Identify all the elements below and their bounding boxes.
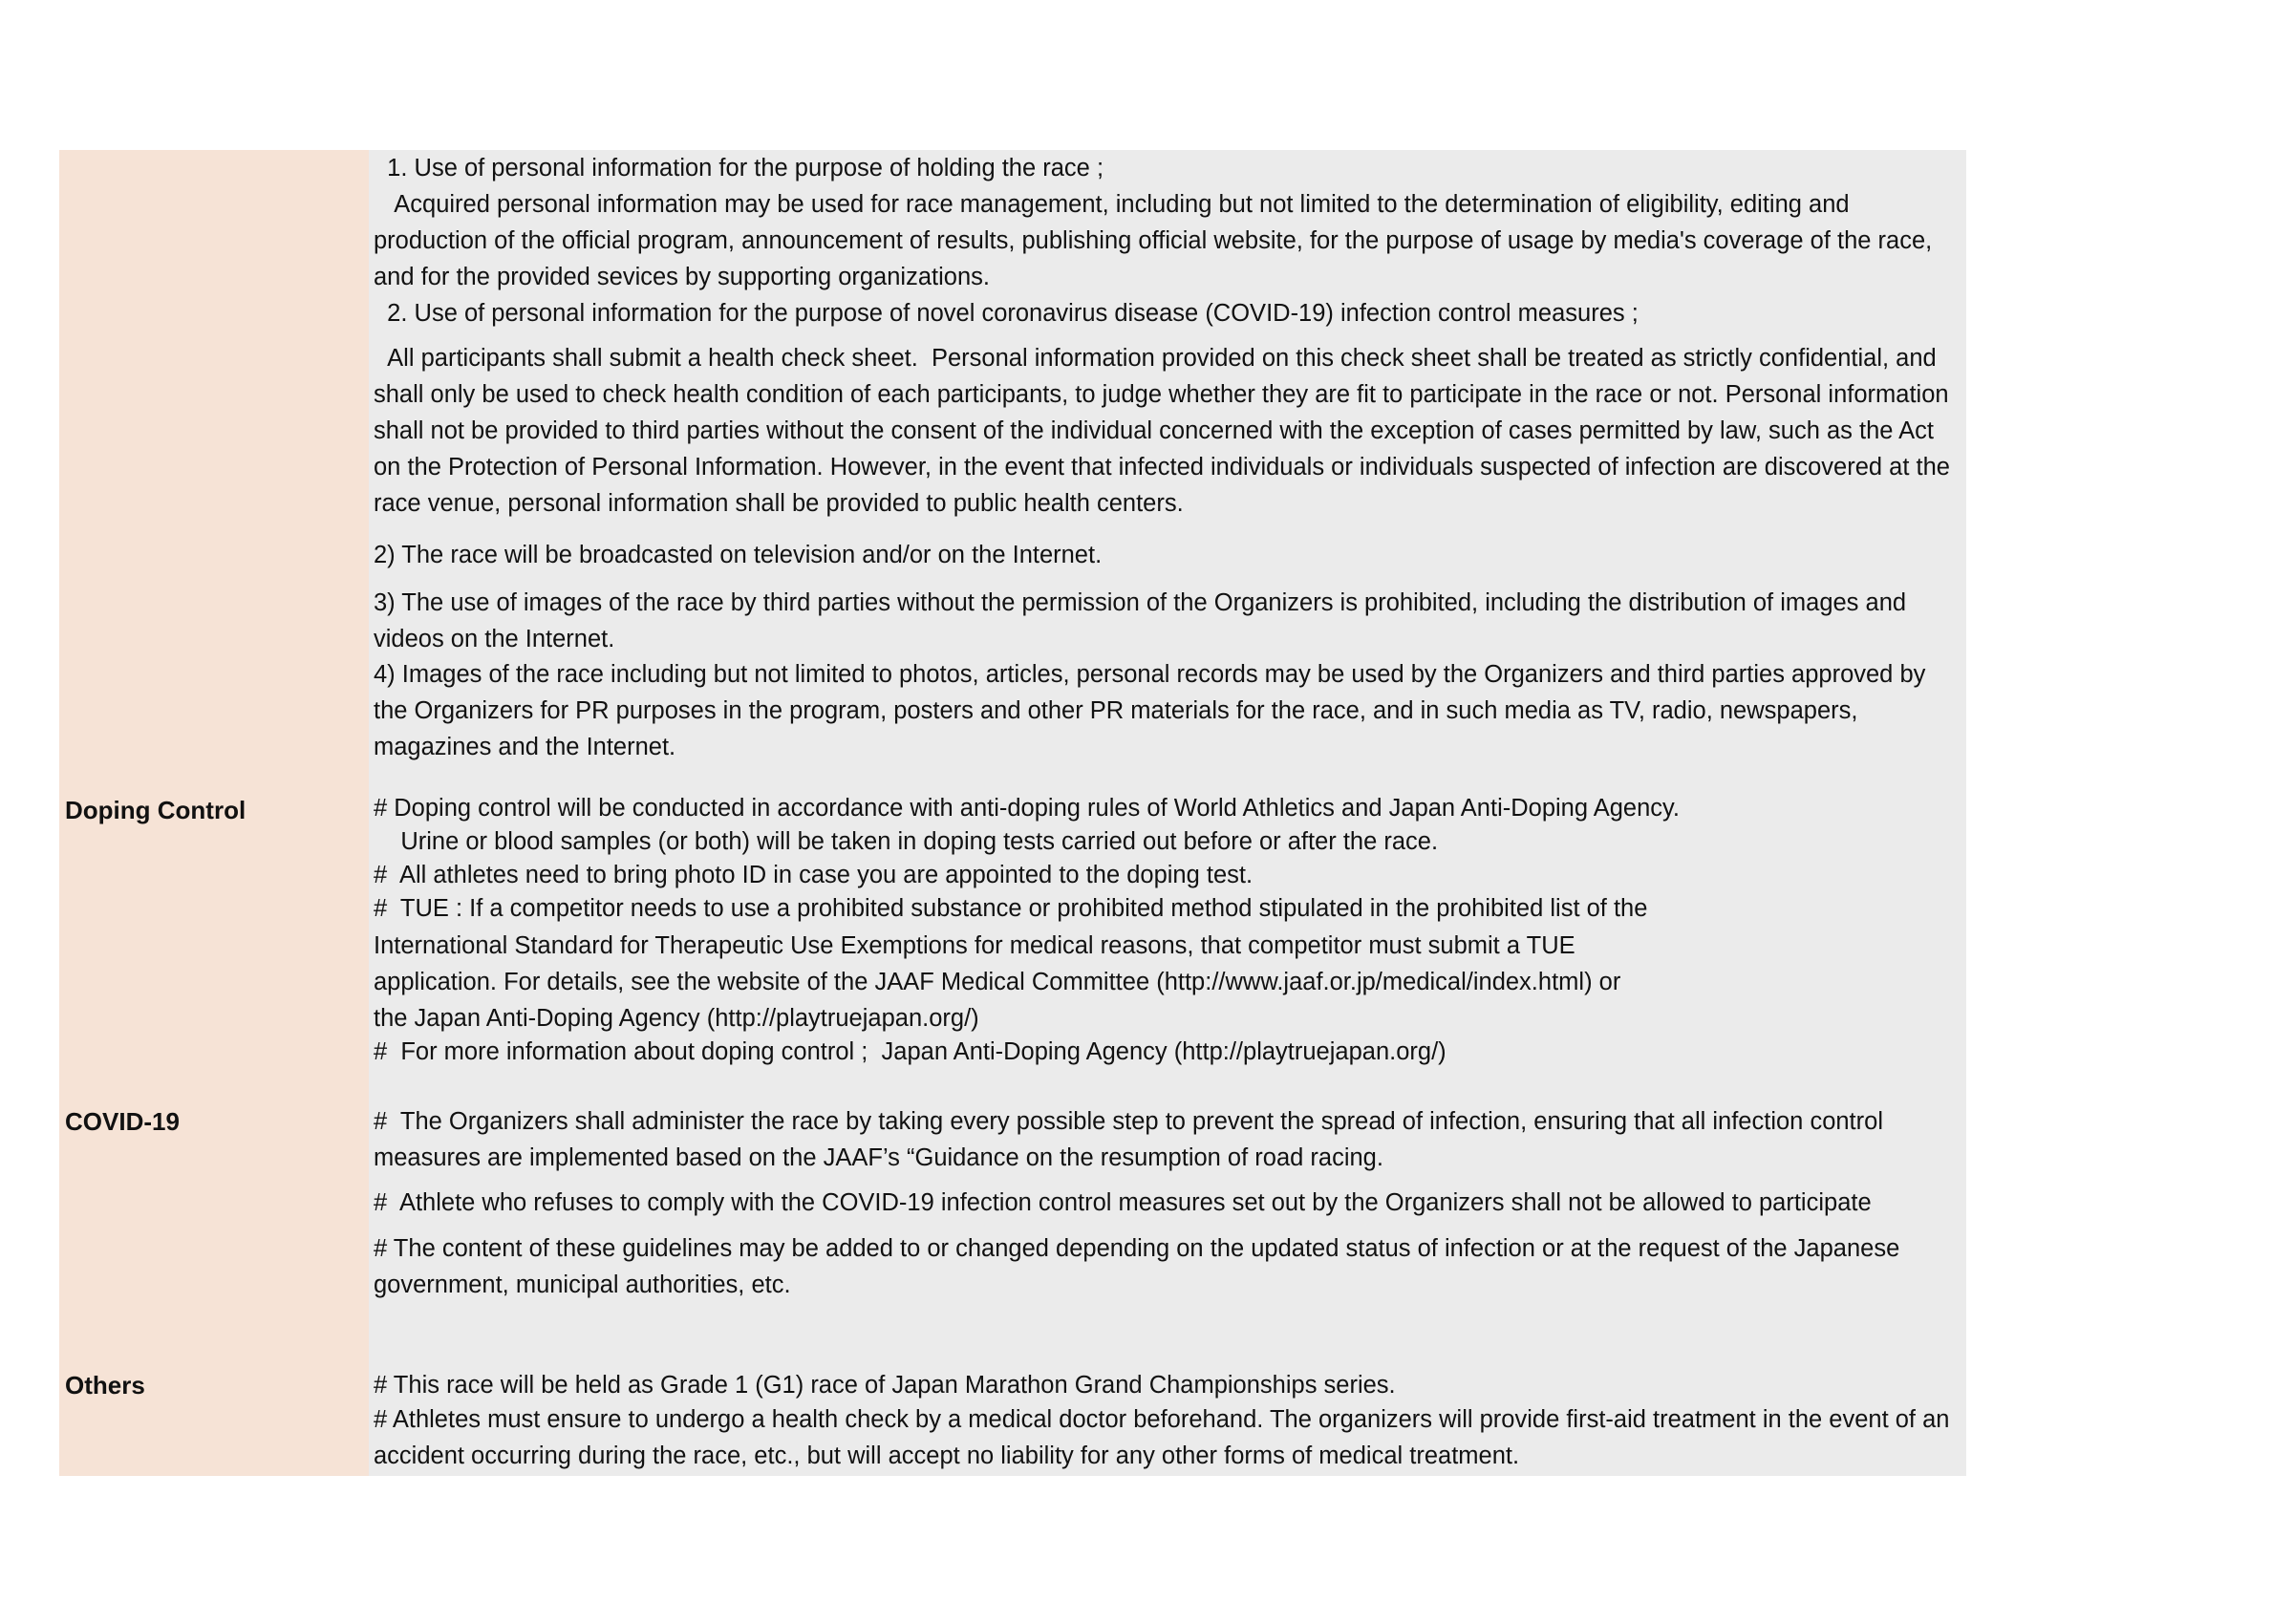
image-use-restriction: 3) The use of images of the race by third parties without the permission of the Organizers is prohibited, including the distribution of images and videos on the Internet. xyxy=(374,589,1914,652)
covid-paragraph-3: # The content of these guidelines may be added to or changed depending on the updated status of infection or at the request of the Japanese government, municipal authorities, etc. xyxy=(374,1235,1907,1298)
broadcast-statement: 2) The race will be broadcasted on television and/or on the Internet. xyxy=(374,542,1103,568)
covid-label: COVID-19 xyxy=(65,1107,180,1136)
doping-line-2: Urine or blood samples (or both) will be taken in doping tests carried out before or after the race. xyxy=(374,828,1439,855)
covid-paragraph-1: # The Organizers shall administer the race by taking every possible step to prevent the spread of infection, ensuring that all infection control measures are implemented based on the JAAF’s “Guidance on the resumption of road racing. xyxy=(374,1108,1891,1171)
others-label: Others xyxy=(65,1371,145,1400)
covid-paragraph-2: # Athlete who refuses to comply with the COVID-19 infection control measures set out by the Organizers shall not be allowed to participate xyxy=(374,1189,1872,1216)
doping-line-7: the Japan Anti-Doping Agency (http://playtruejapan.org/) xyxy=(374,1005,979,1032)
doping-line-3: # All athletes need to bring photo ID in case you are appointed to the doping test. xyxy=(374,862,1254,888)
image-pr-usage: 4) Images of the race including but not limited to photos, articles, personal records may be used by the Organizers and third parties approved by the Organizers for PR purposes in the program, posters and other PR materials for the race, and in such media as TV, radio, newspapers, magazines and the Internet. xyxy=(374,661,1933,760)
privacy-item2-body: All participants shall submit a health check sheet. Personal information provided on this check sheet shall be treated as strictly confidential, and shall only be used to check health condition of each participants, to judge whether they are fit to participate in the race or not. Personal information shall not be provided to third parties without the consent of the individual concerned with the exception of cases permitted by law, such as the Act on the Protection of Personal Information. However, in the event that infected individuals or individuals suspected of infection are discovered at the race venue, personal information shall be provided to public health centers. xyxy=(374,345,1958,517)
others-paragraph-2: # Athletes must ensure to undergo a health check by a medical doctor beforehand. The organizers will provide first-aid treatment in the event of an accident occurring during the race, etc., but will accept no liability for any other forms of medical treatment. xyxy=(374,1406,1957,1469)
privacy-item1-body: Acquired personal information may be used for race management, including but not limited to the determination of eligibility, editing and production of the official program, announcement of results, publishing official website, for the purpose of usage by media's coverage of the race, and for the provided sevices by supporting organizations. xyxy=(374,191,1939,290)
doping-line-8: # For more information about doping control ; Japan Anti-Doping Agency (http://playtruejapan.org/) xyxy=(374,1038,1447,1065)
document-sheet xyxy=(59,150,1966,1476)
others-line-1: # This race will be held as Grade 1 (G1) race of Japan Marathon Grand Championships series. xyxy=(374,1372,1396,1399)
privacy-item1-heading: 1. Use of personal information for the purpose of holding the race ; xyxy=(374,155,1104,182)
privacy-item2-heading: 2. Use of personal information for the purpose of novel coronavirus disease (COVID-19) infection control measures ; xyxy=(374,300,1639,327)
doping-line-1: # Doping control will be conducted in accordance with anti-doping rules of World Athletics and Japan Anti-Doping Agency. xyxy=(374,795,1680,822)
doping-line-6: application. For details, see the website of the JAAF Medical Committee (http://www.jaaf.or.jp/medical/index.html) or xyxy=(374,969,1621,995)
doping-line-4: # TUE : If a competitor needs to use a prohibited substance or prohibited method stipulated in the prohibited list of the xyxy=(374,895,1648,922)
doping-line-5: International Standard for Therapeutic Use Exemptions for medical reasons, that competitor must submit a TUE xyxy=(374,932,1575,959)
doping-control-label: Doping Control xyxy=(65,796,246,824)
